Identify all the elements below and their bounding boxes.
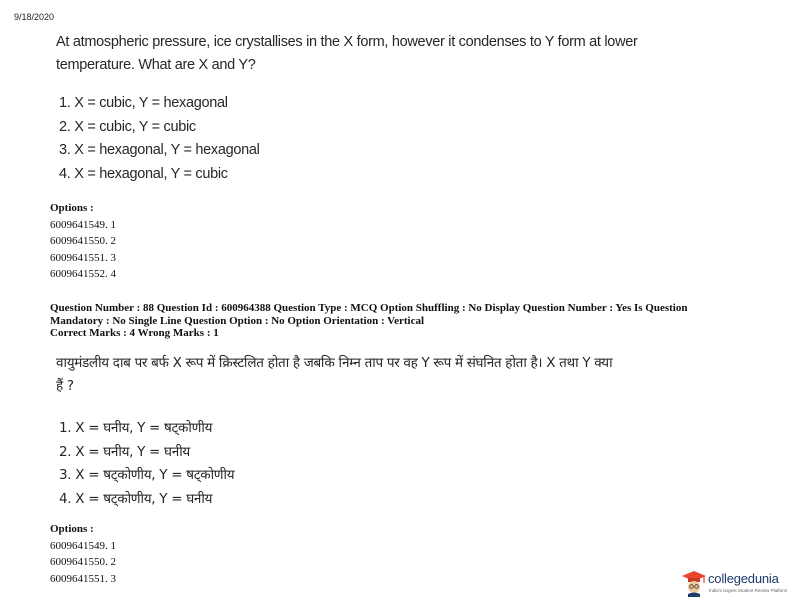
option-item: 4. X = षट्कोणीय, Y = घनीय [59,490,213,507]
question-hindi-options [59,417,234,511]
question-english-options [59,92,260,186]
logo-wordmark: collegedunia [708,571,779,586]
option-item: 4. X = hexagonal, Y = cubic [59,165,228,182]
option-id: 6009641551. 3 [50,572,116,585]
option-item: 2. X = cubic, Y = cubic [59,118,196,135]
option-id: 6009641549. 1 [50,539,116,552]
graduate-cap-icon [681,569,707,597]
option-id: 6009641551. 3 [50,251,116,264]
option-item: 1. X = घनीय, Y = षट्कोणीय [59,420,213,436]
page-date: 9/18/2020 [14,12,55,22]
question-hindi [56,352,612,398]
options-block [50,521,116,587]
options-label: Options : [50,523,94,535]
option-item: 3. X = hexagonal, Y = hexagonal [59,142,260,158]
question-english [56,31,638,77]
option-id: 6009641549. 1 [50,218,116,231]
options-block [50,200,116,283]
question-line: वायुमंडलीय दाब पर बर्फ X रूप में क्रिस्टलित होता है जबकि निम्न ताप पर वह Y रूप में संघनित होता है। X तथा Y क्या [56,355,613,371]
collegedunia-logo [681,569,788,599]
options-label: Options : [50,202,94,214]
meta-line: Mandatory : No Single Line Question Option : No Option Orientation : Vertical [50,314,425,327]
question-line: हैं ? [56,378,74,394]
option-id: 6009641550. 2 [50,235,116,247]
question-line: At atmospheric pressure, ice crystallises in the X form, however it condenses to Y form at lower [56,34,638,50]
option-item: 3. X = षट्कोणीय, Y = षट्कोणीय [59,467,235,483]
option-item: 2. X = घनीय, Y = घनीय [59,443,190,460]
logo-tagline: India's largest Student Review Platform [709,588,788,593]
option-item: 1. X = cubic, Y = hexagonal [59,95,228,111]
question-meta [50,302,760,340]
meta-line: Question Number : 88 Question Id : 600964388 Question Type : MCQ Option Shuffling : No Display Question Number : Yes Is Question [50,302,688,314]
meta-marks: Correct Marks : 4 Wrong Marks : 1 [50,327,219,339]
option-id: 6009641550. 2 [50,556,116,568]
question-line: temperature. What are X and Y? [56,57,256,73]
option-id: 6009641552. 4 [50,268,116,280]
